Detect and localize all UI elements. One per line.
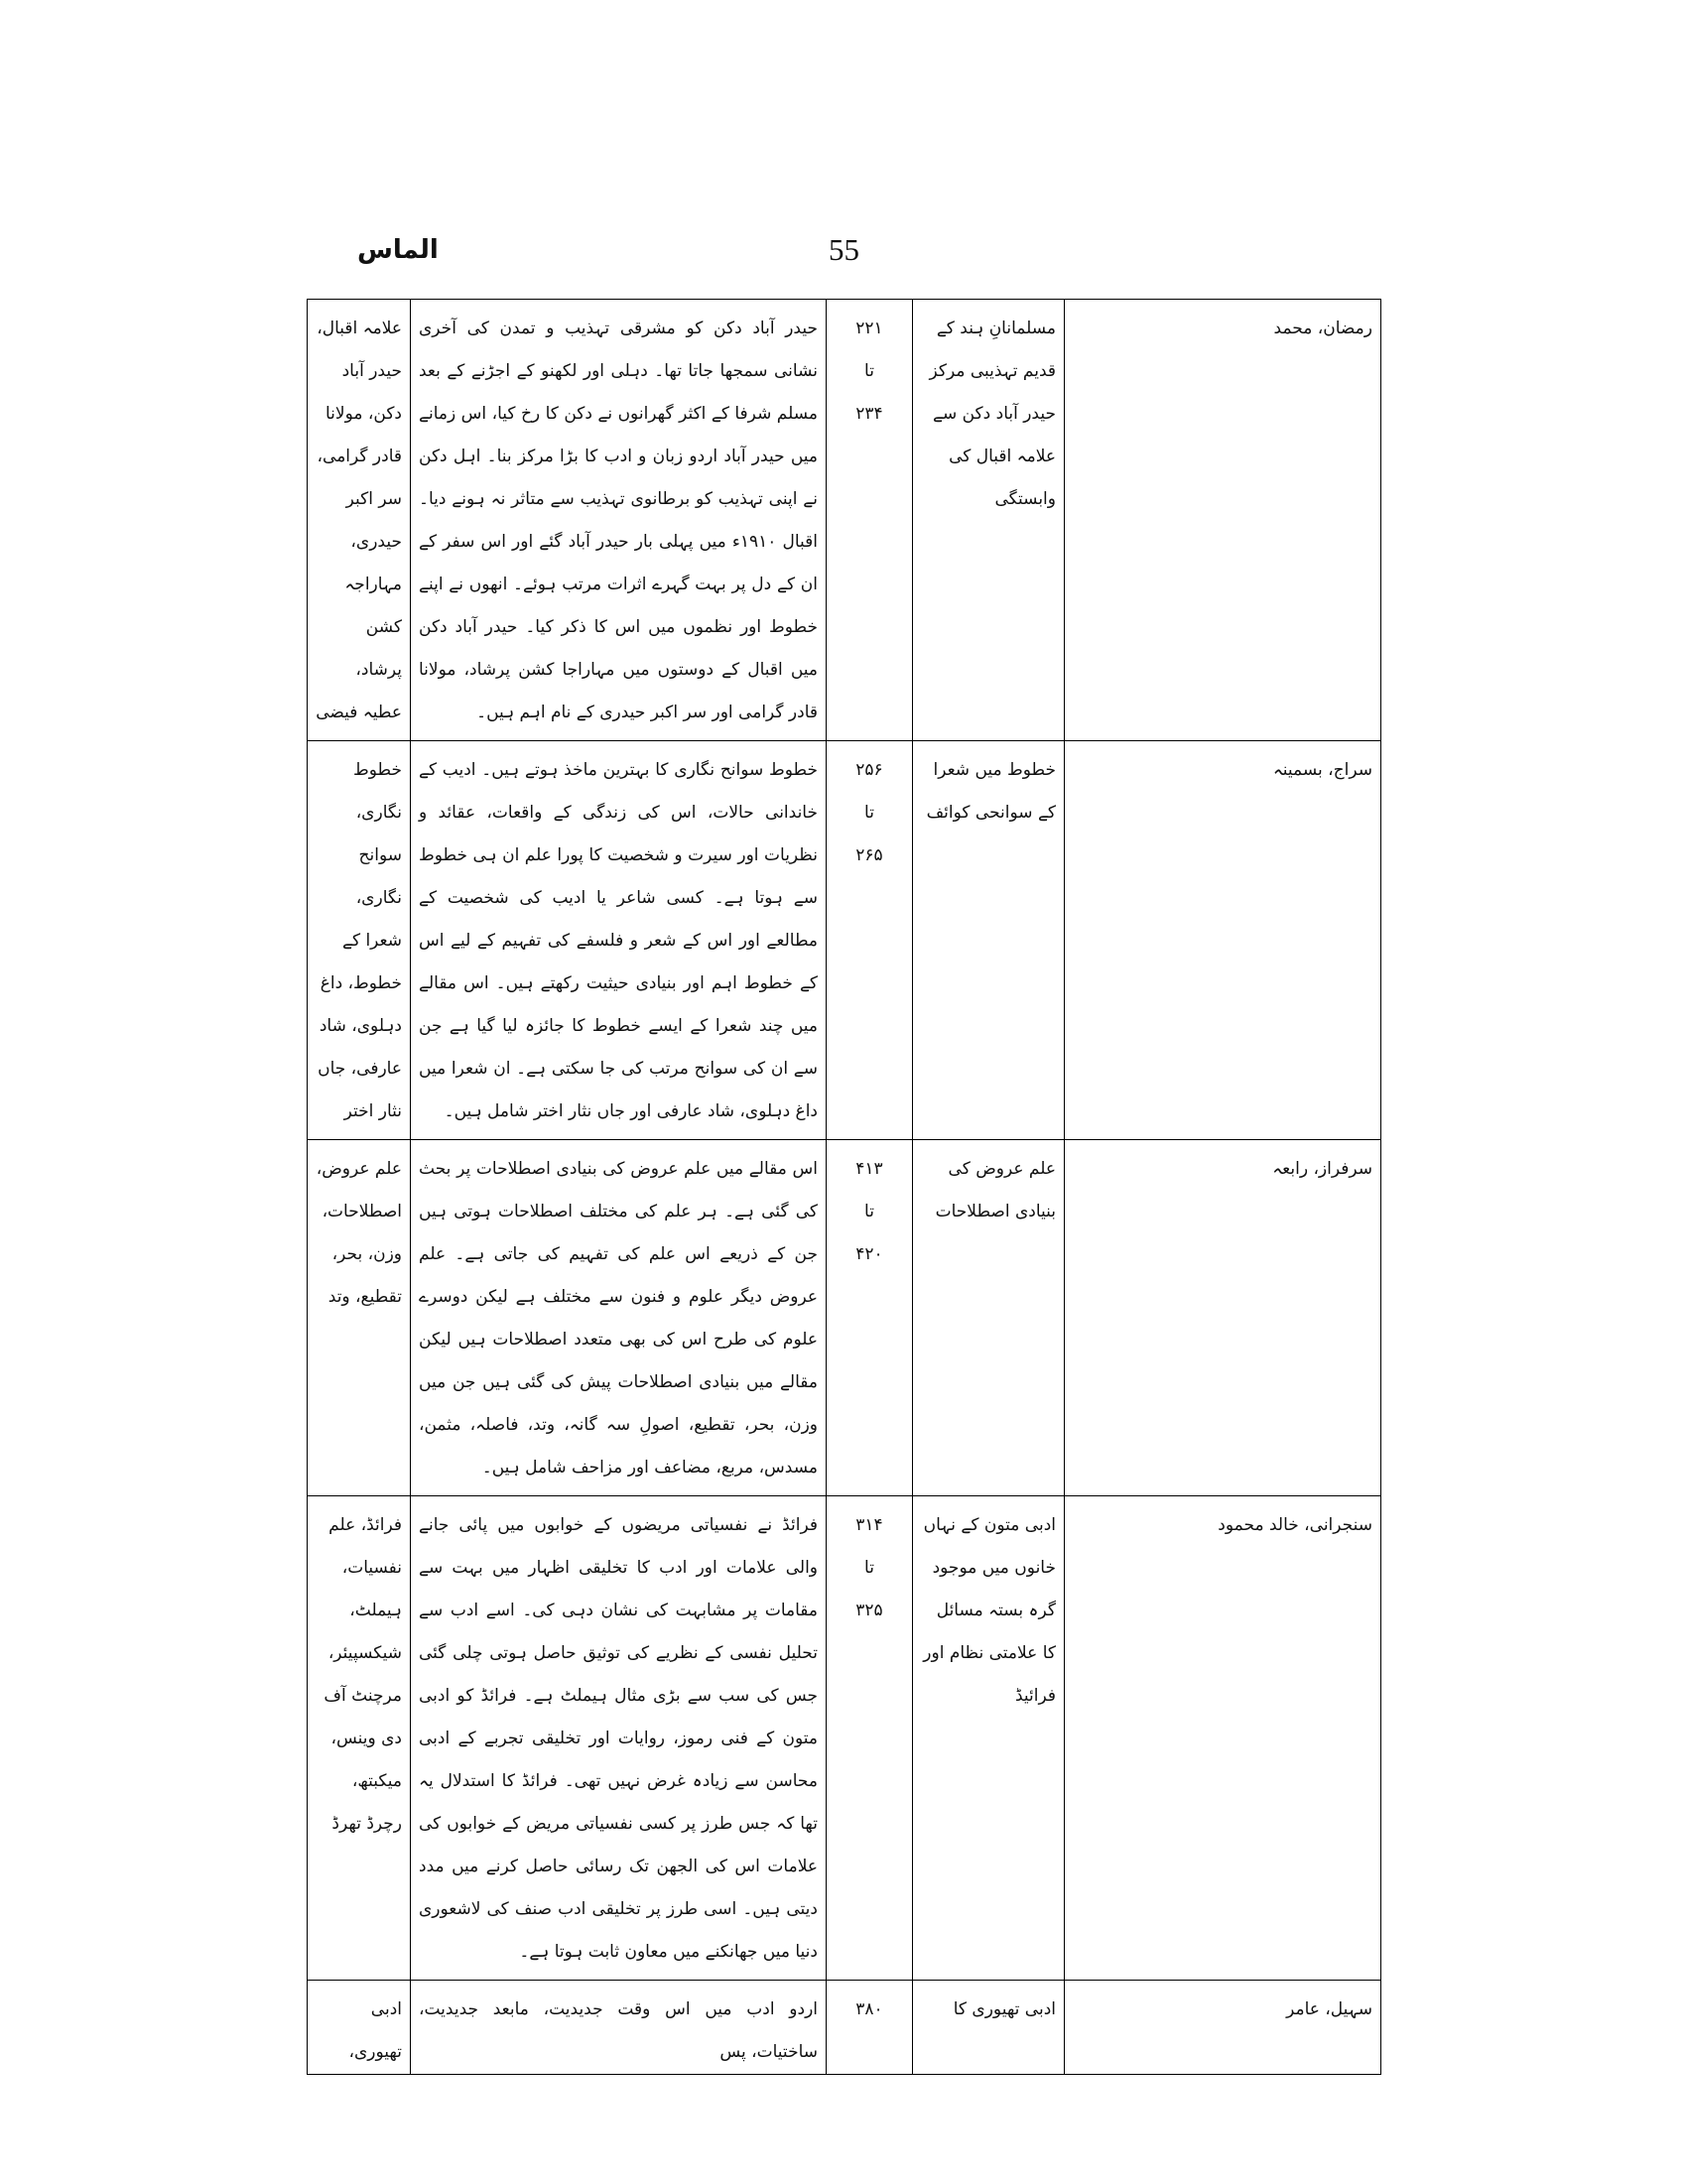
summary-cell: اردو ادب میں اس وقت جدیدیت، مابعد جدیدیت، ساختیات، پس bbox=[411, 1981, 827, 2075]
title-cell: ادبی متون کے نہاں خانوں میں موجود گرہ بستہ مسائل کا علامتی نظام اور فرائیڈ bbox=[913, 1496, 1065, 1981]
summary-cell: خطوط سوانح نگاری کا بہترین ماخذ ہوتے ہیں۔ ادیب کے خاندانی حالات، اس کی زندگی کے واقعات، عقائد و نظریات اور سیرت و شخصیت کا پورا علم ان ہی خطوط سے ہوتا ہے۔ کسی شاعر یا ادیب کی شخصیت کے مطالعے اور اس کے شعر و فلسفے کی تفہیم کے لیے اس کے خطوط اہم اور بنیادی حیثیت رکھتے ہیں۔ اس مقالے میں چند شعرا کے ایسے خطوط کا جائزہ لیا گیا ہے جن سے ان کی سوانح مرتب کی جا سکتی ہے۔ ان شعرا میں داغ دہلوی، شاد عارفی اور جاں نثار اختر شامل ہیں۔ bbox=[411, 741, 827, 1140]
table-row bbox=[308, 300, 1381, 741]
page-start: ۴۱۳ bbox=[855, 1159, 883, 1179]
page-end: ۲۶۵ bbox=[855, 845, 883, 865]
keywords-cell: ادبی تھیوری، bbox=[308, 1981, 411, 2075]
pages-cell bbox=[827, 1496, 913, 1981]
summary-cell: حیدر آباد دکن کو مشرقی تہذیب و تمدن کی آخری نشانی سمجھا جاتا تھا۔ دہلی اور لکھنو کے اجڑنے کے بعد مسلم شرفا کے اکثر گھرانوں نے دکن کا رخ کیا، اس زمانے میں حیدر آباد اردو زبان و ادب کا بڑا مرکز بنا۔ اہل دکن نے اپنی تہذیب کو برطانوی تہذیب سے متاثر نہ ہونے دیا۔ اقبال ۱۹۱۰ء میں پہلی بار حیدر آباد گئے اور اس سفر کے ان کے دل پر بہت گہرے اثرات مرتب ہوئے۔ انھوں نے اپنے خطوط اور نظموں میں اس کا ذکر کیا۔ حیدر آباد دکن میں اقبال کے دوستوں میں مہاراجا کشن پرشاد، مولانا قادر گرامی اور سر اکبر حیدری کے نام اہم ہیں۔ bbox=[411, 300, 827, 741]
page-separator: تا bbox=[864, 803, 874, 823]
page-separator: تا bbox=[864, 361, 874, 381]
title-cell: علم عروض کی بنیادی اصطلاحات bbox=[913, 1140, 1065, 1496]
page-start: ۲۲۱ bbox=[855, 319, 883, 338]
author-cell: سہیل، عامر bbox=[1065, 1981, 1381, 2075]
page-start: ۳۱۴ bbox=[855, 1515, 883, 1535]
page-end: ۴۲۰ bbox=[855, 1244, 883, 1264]
article-index-table bbox=[307, 299, 1381, 2075]
keywords-cell: علم عروض، اصطلاحات، وزن، بحر، تقطیع، وتد bbox=[308, 1140, 411, 1496]
keywords-cell: فرائڈ، علم نفسیات، ہیملٹ، شیکسپیئر، مرچنٹ آف دی وینس، میکبتھ، رچرڈ تھرڈ bbox=[308, 1496, 411, 1981]
table-row bbox=[308, 1140, 1381, 1496]
author-cell: رمضان، محمد bbox=[1065, 300, 1381, 741]
page-end: ۲۳۴ bbox=[855, 404, 883, 424]
page-end: ۳۲۵ bbox=[855, 1601, 883, 1620]
title-cell: خطوط میں شعرا کے سوانحی کوائف bbox=[913, 741, 1065, 1140]
page-start: ۳۸۰ bbox=[855, 1999, 883, 2019]
page-separator: تا bbox=[864, 1558, 874, 1578]
summary-cell: فرائڈ نے نفسیاتی مریضوں کے خوابوں میں پائی جانے والی علامات اور ادب کا تخلیقی اظہار میں بہت سے مقامات پر مشابہت کی نشان دہی کی۔ اسے ادب سے تحلیل نفسی کے نظریے کی توثیق حاصل ہوتی چلی گئی جس کی سب سے بڑی مثال ہیملٹ ہے۔ فرائڈ کو ادبی متون کے فنی رموز، روایات اور تخلیقی تجربے کے ادبی محاسن سے زیادہ غرض نہیں تھی۔ فرائڈ کا استدلال یہ تھا کہ جس طرز پر کسی نفسیاتی مریض کے خوابوں کی علامات اس کی الجھن تک رسائی حاصل کرنے میں مدد دیتی ہیں۔ اسی طرز پر تخلیقی ادب صنف کی لاشعوری دنیا میں جھانکنے میں معاون ثابت ہوتا ہے۔ bbox=[411, 1496, 827, 1981]
pages-cell bbox=[827, 300, 913, 741]
keywords-cell: خطوط نگاری، سوانح نگاری، شعرا کے خطوط، داغ دہلوی، شاد عارفی، جاں نثار اختر bbox=[308, 741, 411, 1140]
title-cell: مسلمانانِ ہند کے قدیم تہذیبی مرکز حیدر آباد دکن سے علامہ اقبال کی وابستگی bbox=[913, 300, 1065, 741]
pages-cell bbox=[827, 1981, 913, 2075]
author-cell: سراج، بسمینہ bbox=[1065, 741, 1381, 1140]
page-start: ۲۵۶ bbox=[855, 760, 883, 780]
pages-cell bbox=[827, 1140, 913, 1496]
keywords-cell: علامہ اقبال، حیدر آباد دکن، مولانا قادر گرامی، سر اکبر حیدری، مہاراجہ کشن پرشاد، عطیہ فیضی bbox=[308, 300, 411, 741]
title-cell: ادبی تھیوری کا bbox=[913, 1981, 1065, 2075]
table-row bbox=[308, 1981, 1381, 2075]
author-cell: سرفراز، رابعہ bbox=[1065, 1140, 1381, 1496]
journal-title: الماس bbox=[357, 235, 439, 265]
pages-cell bbox=[827, 741, 913, 1140]
table-row bbox=[308, 741, 1381, 1140]
table-row bbox=[308, 1496, 1381, 1981]
page-number: 55 bbox=[829, 232, 859, 267]
page-separator: تا bbox=[864, 1202, 874, 1221]
summary-cell: اس مقالے میں علم عروض کی بنیادی اصطلاحات پر بحث کی گئی ہے۔ ہر علم کی مختلف اصطلاحات ہوتی ہیں جن کے ذریعے اس علم کی تفہیم کی جاتی ہے۔ علم عروض دیگر علوم و فنون سے مختلف ہے لیکن دوسرے علوم کی طرح اس کی بھی متعدد اصطلاحات ہیں لیکن مقالے میں بنیادی اصطلاحات پیش کی گئی ہیں جن میں وزن، بحر، تقطیع، اصولِ سہ گانہ، وتد، فاصلہ، مثمن، مسدس، مربع، مضاعف اور مزاحف شامل ہیں۔ bbox=[411, 1140, 827, 1496]
author-cell: سنجرانی، خالد محمود bbox=[1065, 1496, 1381, 1981]
